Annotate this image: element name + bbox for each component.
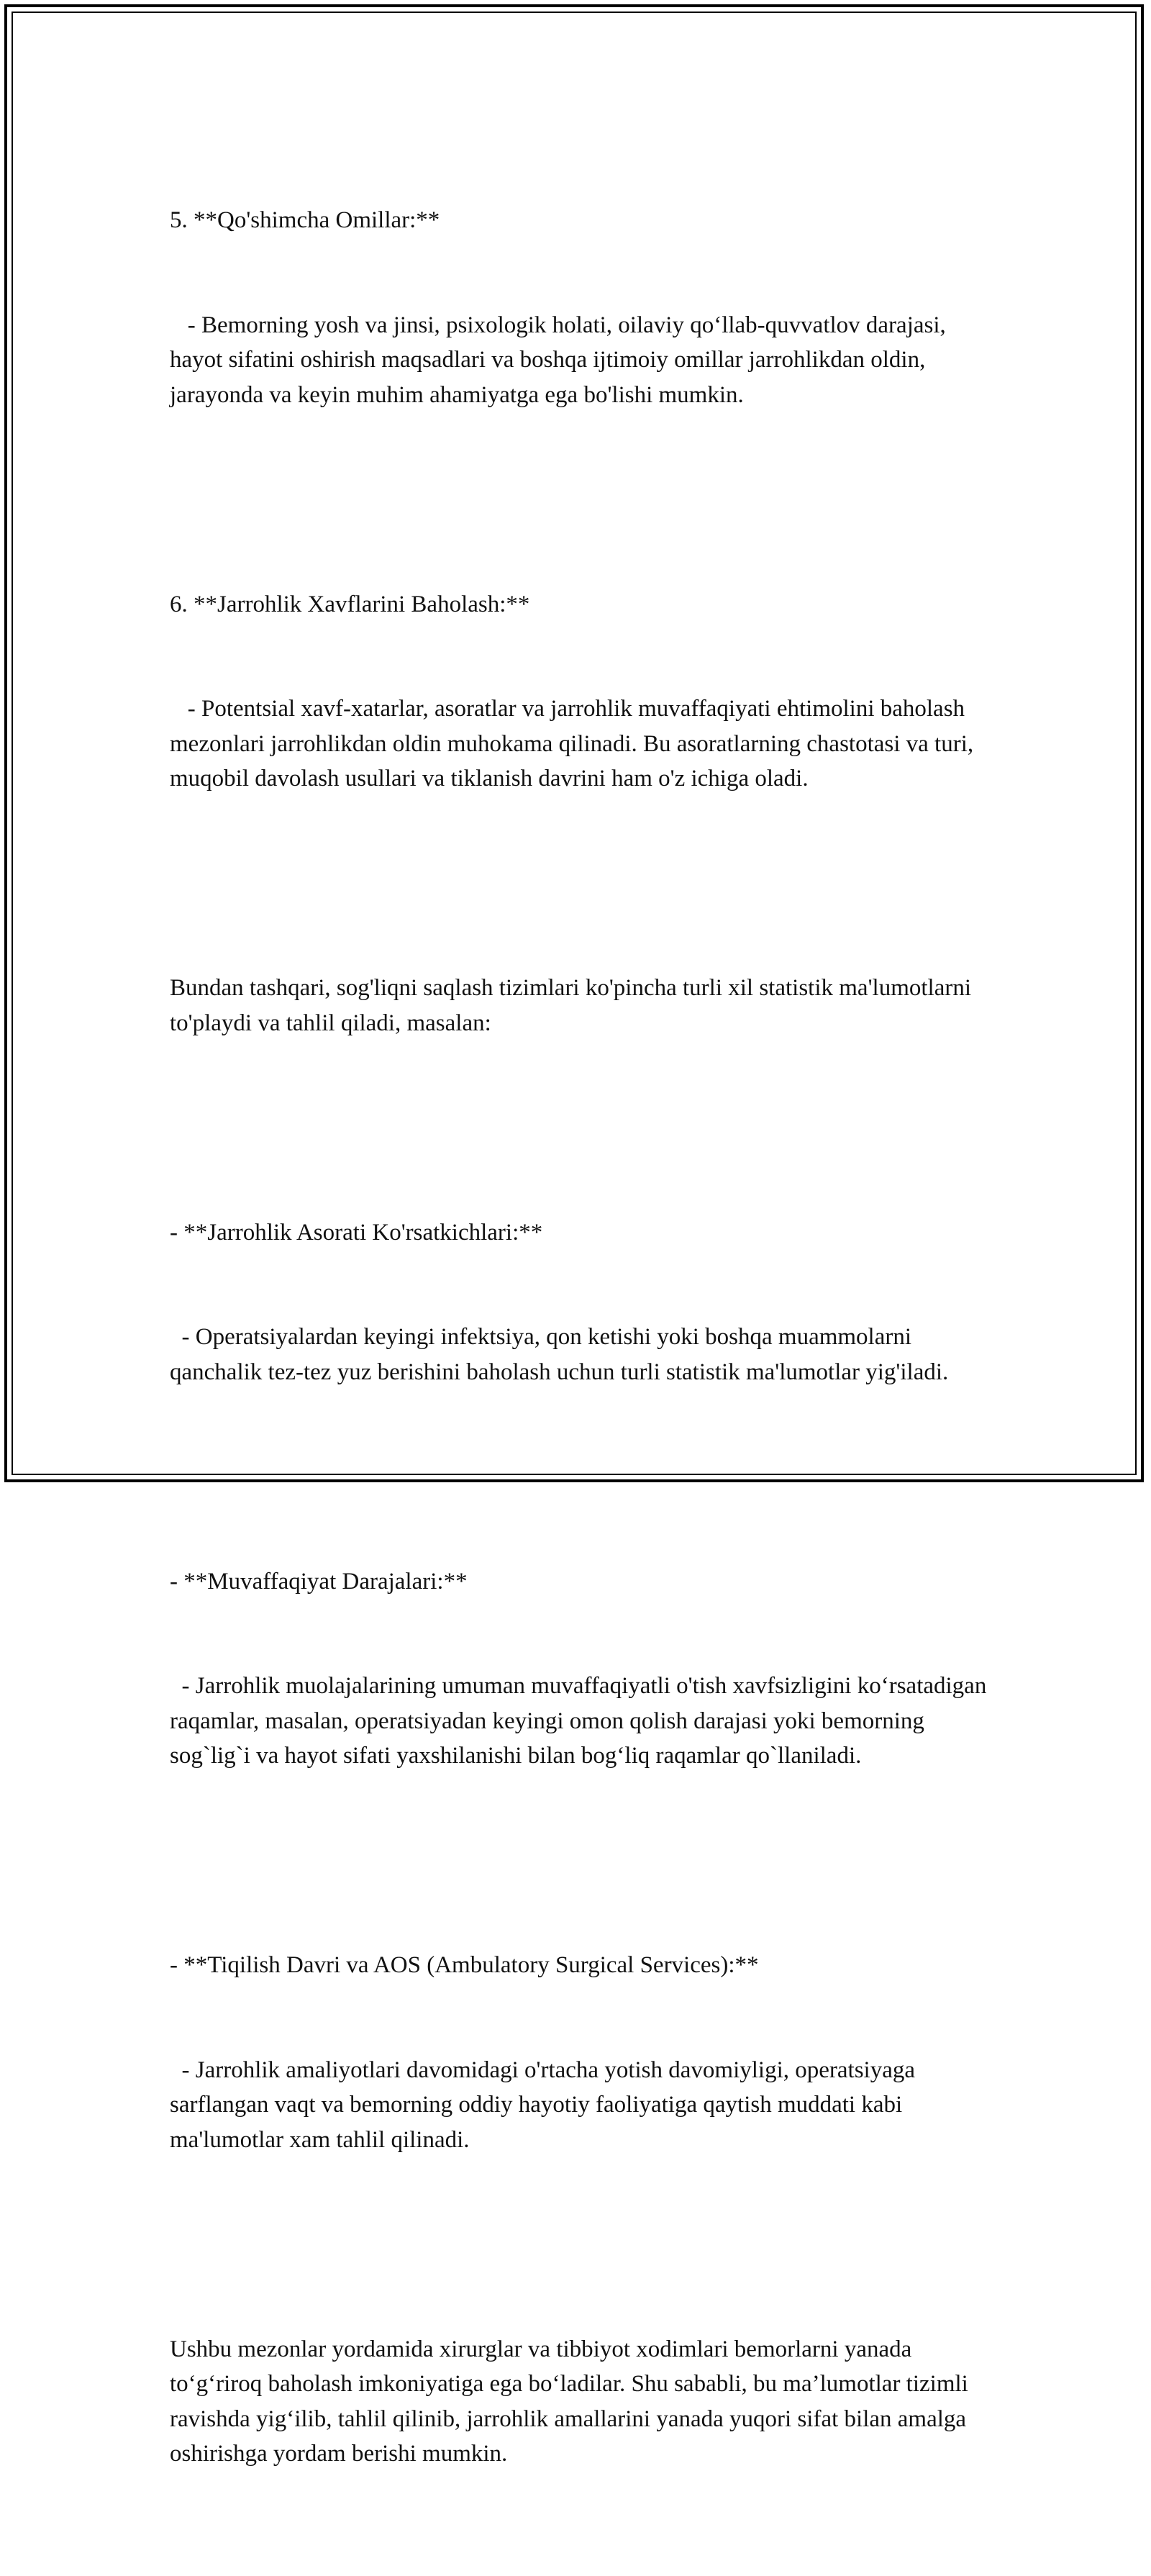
paragraph-text: Bundan tashqari, sog'liqni saqlash tizimlari ko'pincha turli xil statistik ma'lumotlarni to'playdi va tahlil qiladi, masalan: [170, 975, 978, 1036]
section-body: - Bemorning yosh va jinsi, psixologik holati, oilaviy qo‘llab-quvvatlov darajasi, hayot sifatini oshirish maqsadlari va boshqa ijtimoiy omillar jarrohlikdan oldin, jarayonda va keyin muhim ahamiyatga ega bo'lishi mumkin. [170, 312, 952, 408]
section-body: - Jarrohlik amaliyotlari davomidagi o'rtacha yotish davomiyligi, operatsiyaga sarflangan vaqt va bemorning oddiy hayotiy faoliyatiga qaytish muddati kabi ma'lumotlar xam tahlil qilinadi. [170, 2056, 922, 2153]
document-body [170, 133, 993, 2576]
section-heading: 6. **Jarrohlik Xavflarini Baholash:** [170, 591, 530, 617]
section-heading: 5. **Qo'shimcha Omillar:** [170, 207, 440, 233]
section-body: - Potentsial xavf-xatarlar, asoratlar va jarrohlik muvaffaqiyati ehtimolini baholash mezonlari jarrohlikdan oldin muhokama qilinadi. Bu asoratlarning chastotasi va turi, muqobil davolash usullari va tiklanish davrini ham o'z ichiga oladi. [170, 696, 980, 792]
paragraph-text: Ushbu mezonlar yordamida xirurglar va tibbiyot xodimlari bemorlarni yanada to‘g‘riroq baholash imkoniyatiga ega bo‘ladilar. Shu sababli, bu ma’lumotlar tizimli ravishda yig‘ilib, tahlil qilinib, jarrohlik amallarini yanada yuqori sifat bilan amalga oshirishga yordam berishi mumkin. [170, 2336, 975, 2467]
paragraph-statistics-intro [170, 901, 990, 1110]
section-heading: - **Jarrohlik Asorati Ko'rsatkichlari:** [170, 1219, 543, 1246]
section-body: - Operatsiyalardan keyingi infektsiya, qon ketishi yoki boshqa muammolarni qanchalik tez-tez yuz berishini baholash uchun turli statistik ma'lumotlar yig'iladi. [170, 1324, 949, 1385]
section-heading: - **Tiqilish Davri va AOS (Ambulatory Surgical Services):** [170, 1952, 759, 1978]
section-length-of-stay [170, 1878, 990, 2227]
section-success-rates [170, 1495, 993, 1843]
section-complication-indicators [170, 1146, 990, 1460]
paragraph-conclusion [170, 2262, 990, 2541]
section-additional-factors [170, 133, 990, 482]
section-body: - Jarrohlik muolajalarining umuman muvaffaqiyatli o'tish xavfsizligini ko‘rsatadigan raqamlar, masalan, operatsiyadan keyingi omon qolish darajasi yoki bemorning sog`lig`i va hayot sifati yaxshilanishi bilan bog‘liq raqamlar qo`llaniladi. [170, 1673, 993, 1769]
section-heading: - **Muvaffaqiyat Darajalari:** [170, 1568, 468, 1595]
section-surgical-risk-assessment [170, 517, 990, 866]
